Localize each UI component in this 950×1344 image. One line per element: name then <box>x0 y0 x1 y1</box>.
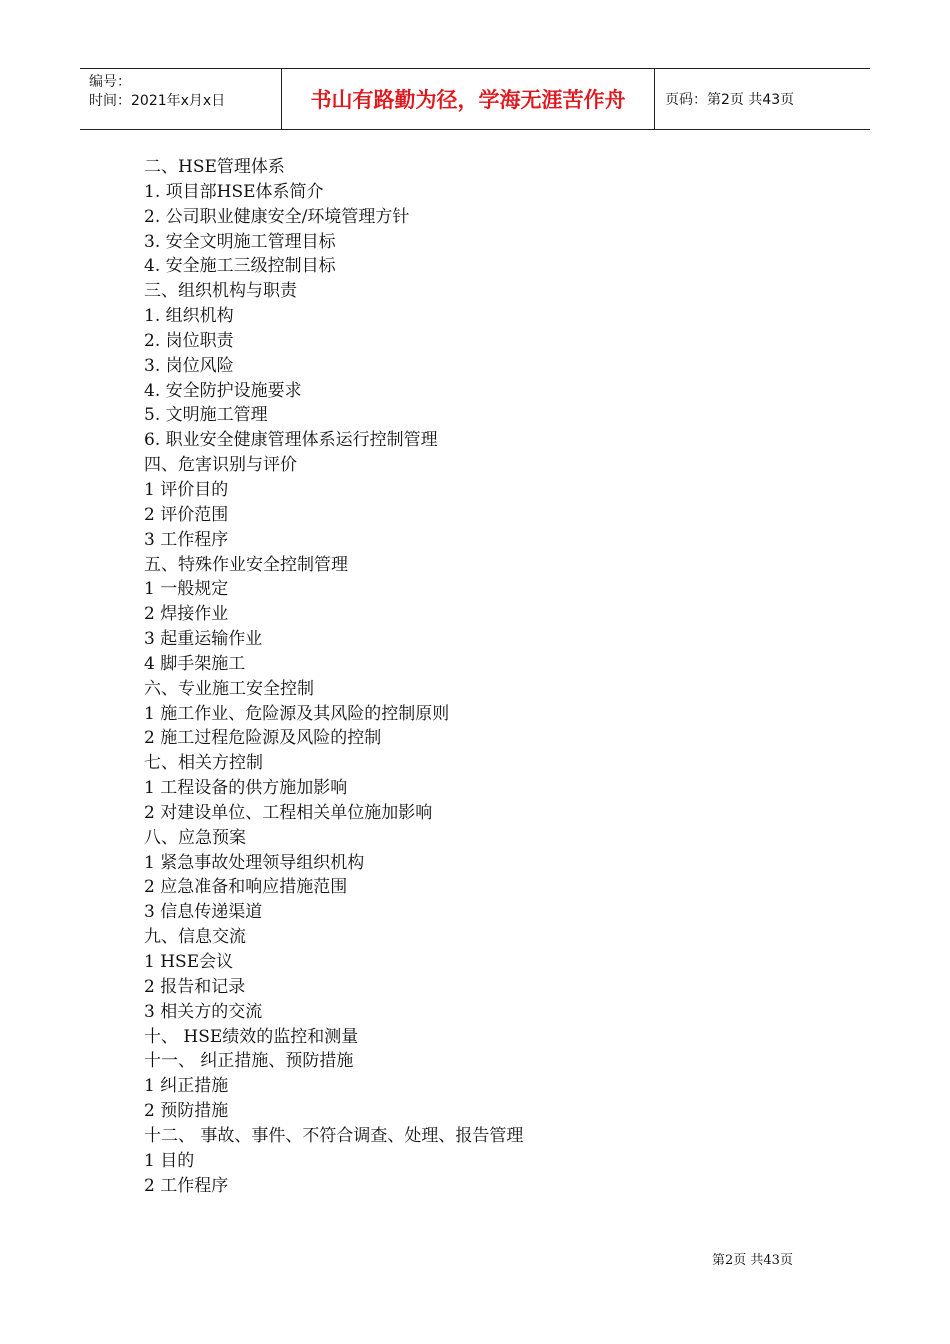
toc-item: 十、 HSE绩效的监控和测量 <box>144 1026 359 1047</box>
toc-item: 2 评价范围 <box>144 504 229 525</box>
toc-item: 2 报告和记录 <box>144 976 246 997</box>
toc-item: 4 脚手架施工 <box>144 653 246 674</box>
toc-item: 四、危害识别与评价 <box>144 455 297 476</box>
toc-item: 1 评价目的 <box>144 479 229 500</box>
toc-item: 2. 公司职业健康安全/环境管理方针 <box>144 206 410 227</box>
toc-item: 1 紧急事故处理领导组织机构 <box>144 852 365 873</box>
toc-item: 1 一般规定 <box>144 579 229 600</box>
toc-item: 2 应急准备和响应措施范围 <box>144 877 348 898</box>
toc-item: 1 目的 <box>144 1150 195 1171</box>
toc-item: 3. 安全文明施工管理目标 <box>144 231 336 252</box>
page-header <box>80 68 870 130</box>
toc-item: 2 焊接作业 <box>144 604 229 625</box>
toc-item: 1 施工作业、危险源及其风险的控制原则 <box>144 703 450 724</box>
toc-item: 2 工作程序 <box>144 1175 229 1196</box>
toc-item: 五、特殊作业安全控制管理 <box>144 554 348 575</box>
toc-item: 6. 职业安全健康管理体系运行控制管理 <box>144 430 438 451</box>
page-footer: 第2页 共43页 <box>712 1253 793 1268</box>
toc-item: 3 相关方的交流 <box>144 1001 263 1022</box>
toc-item: 2. 岗位职责 <box>144 330 234 351</box>
toc-item: 九、信息交流 <box>144 927 246 948</box>
header-meta <box>80 69 282 129</box>
toc-item: 十二、 事故、事件、不符合调查、处理、报告管理 <box>144 1125 524 1146</box>
toc-item: 六、专业施工安全控制 <box>144 678 314 699</box>
toc-item: 1. 组织机构 <box>144 306 234 327</box>
toc-item: 八、应急预案 <box>144 827 246 848</box>
toc-item: 3. 岗位风险 <box>144 355 234 376</box>
toc-item: 3 工作程序 <box>144 529 229 550</box>
toc-item: 二、HSE管理体系 <box>144 157 285 177</box>
table-of-contents <box>144 155 523 1198</box>
toc-item: 1 HSE会议 <box>144 952 234 972</box>
toc-item: 七、相关方控制 <box>144 753 263 774</box>
toc-item: 十一、 纠正措施、预防措施 <box>144 1051 354 1072</box>
toc-item: 4. 安全防护设施要求 <box>144 380 302 401</box>
number-label: 编号： <box>89 74 131 90</box>
toc-item: 1. 项目部HSE体系简介 <box>144 181 324 202</box>
time-label: 时间：2021年x月x日 <box>89 93 226 109</box>
toc-item: 5. 文明施工管理 <box>144 405 268 426</box>
header-motto: 书山有路勤为径，学海无涯苦作舟 <box>282 69 655 129</box>
header-page-info: 页码：第2页 共43页 <box>665 92 795 108</box>
toc-item: 3 起重运输作业 <box>144 629 263 650</box>
toc-item: 三、组织机构与职责 <box>144 281 297 302</box>
toc-item: 1 工程设备的供方施加影响 <box>144 778 348 799</box>
toc-item: 2 对建设单位、工程相关单位施加影响 <box>144 802 433 823</box>
toc-item: 3 信息传递渠道 <box>144 902 263 923</box>
toc-item: 4. 安全施工三级控制目标 <box>144 256 336 277</box>
toc-item: 1 纠正措施 <box>144 1076 229 1097</box>
toc-item: 2 预防措施 <box>144 1101 229 1122</box>
toc-item: 2 施工过程危险源及风险的控制 <box>144 728 382 749</box>
